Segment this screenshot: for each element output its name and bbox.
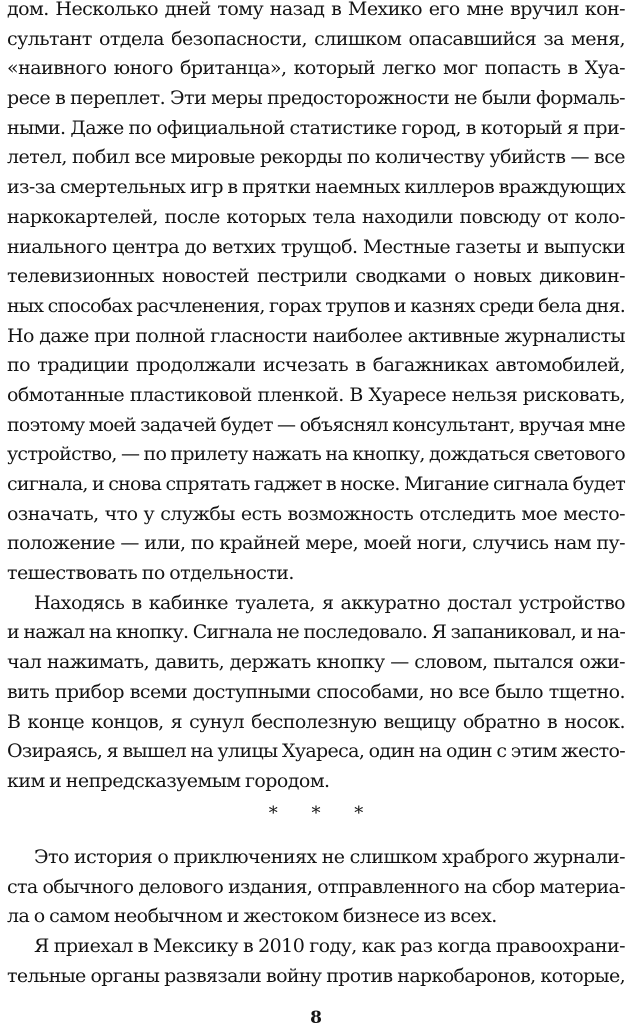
text-line: дом. Несколько дней тому назад в Мехико его мне вручил кон- [7,0,625,20]
text-line: по традиции продолжали исчезать в багажниках автомобилей, [7,354,625,377]
text-line: Но даже при полной гласности наиболее активные журналисты [7,324,625,347]
text-line: вить прибор всеми доступными способами, но все было тщетно. [7,680,625,703]
text-line: Озираясь, я вышел на улицы Хуареса, один на один с этим жесто- [7,740,625,763]
paragraph-end-line: ким и непредсказуемым городом. [7,769,330,792]
text-line: ниального центра до ветхих трущоб. Местные газеты и выпуски [7,235,625,258]
chapter-text-bottom [7,843,625,991]
text-line: ста обычного делового издания, отправленного на сбор материа- [7,875,625,898]
text-line: «наивного юного британца», который легко мог попасть в Хуа- [7,57,625,80]
page-number: 8 [310,1008,322,1028]
paragraph-end-line: ла о самом необычном и жестоком бизнесе из всех. [7,905,497,928]
text-line: ными. Даже по официальной статистике город, в который я при- [7,116,625,139]
section-separator: * * * [268,803,378,824]
text-line: обмотанные пластиковой пленкой. В Хуаресе нельзя рисковать, [7,383,625,406]
text-line: означать, что у службы есть возможность отследить мое место- [7,502,625,525]
text-line: поэтому моей задачей будет — объяснял консультант, вручая мне [7,413,625,436]
text-line: ресе в переплет. Эти меры предосторожности не были формаль- [7,87,625,110]
paragraph-first-line: Находясь в кабинке туалета, я аккуратно достал устройство [34,591,625,614]
text-line: устройство, — по прилету нажать на кнопку, дождаться светового [7,443,625,466]
text-line: чал нажимать, давить, держать кнопку — словом, пытался ожи- [7,651,625,674]
paragraph-end-line: тешествовать по отдельности. [7,562,294,585]
text-line: телевизионных новостей пестрили сводками о новых диковин- [7,265,625,288]
chapter-text-top [7,0,625,797]
text-line: положение — или, по крайней мере, моей ноги, случись нам пу- [7,532,625,555]
text-line: В конце концов, я сунул бесполезную вещицу обратно в носок. [7,710,625,733]
paragraph-first-line: Это история о приключениях не слишком храброго журнали- [34,846,625,868]
text-line: ных способах расчленения, горах трупов и казнях среди бела дня. [7,294,625,317]
text-line: и нажал на кнопку. Сигнала не последовало. Я запаниковал, и на- [7,621,625,644]
text-line: сигнала, и снова спрятать гаджет в носке. Мигание сигнала будет [7,473,625,495]
text-line: наркокартелей, после которых тела находили повсюду от коло- [7,205,625,228]
text-line: из-за смертельных игр в прятки наемных киллеров враждующих [7,176,626,199]
text-line: тельные органы развязали войну против наркобаронов, которые, [7,964,625,987]
text-line: сультант отдела безопасности, слишком опасавшийся за меня, [7,27,625,50]
paragraph-first-line: Я приехал в Мексику в 2010 году, как раз когда правоохрани- [34,935,625,958]
text-line: летел, побил все мировые рекорды по количеству убийств — все [7,146,625,169]
